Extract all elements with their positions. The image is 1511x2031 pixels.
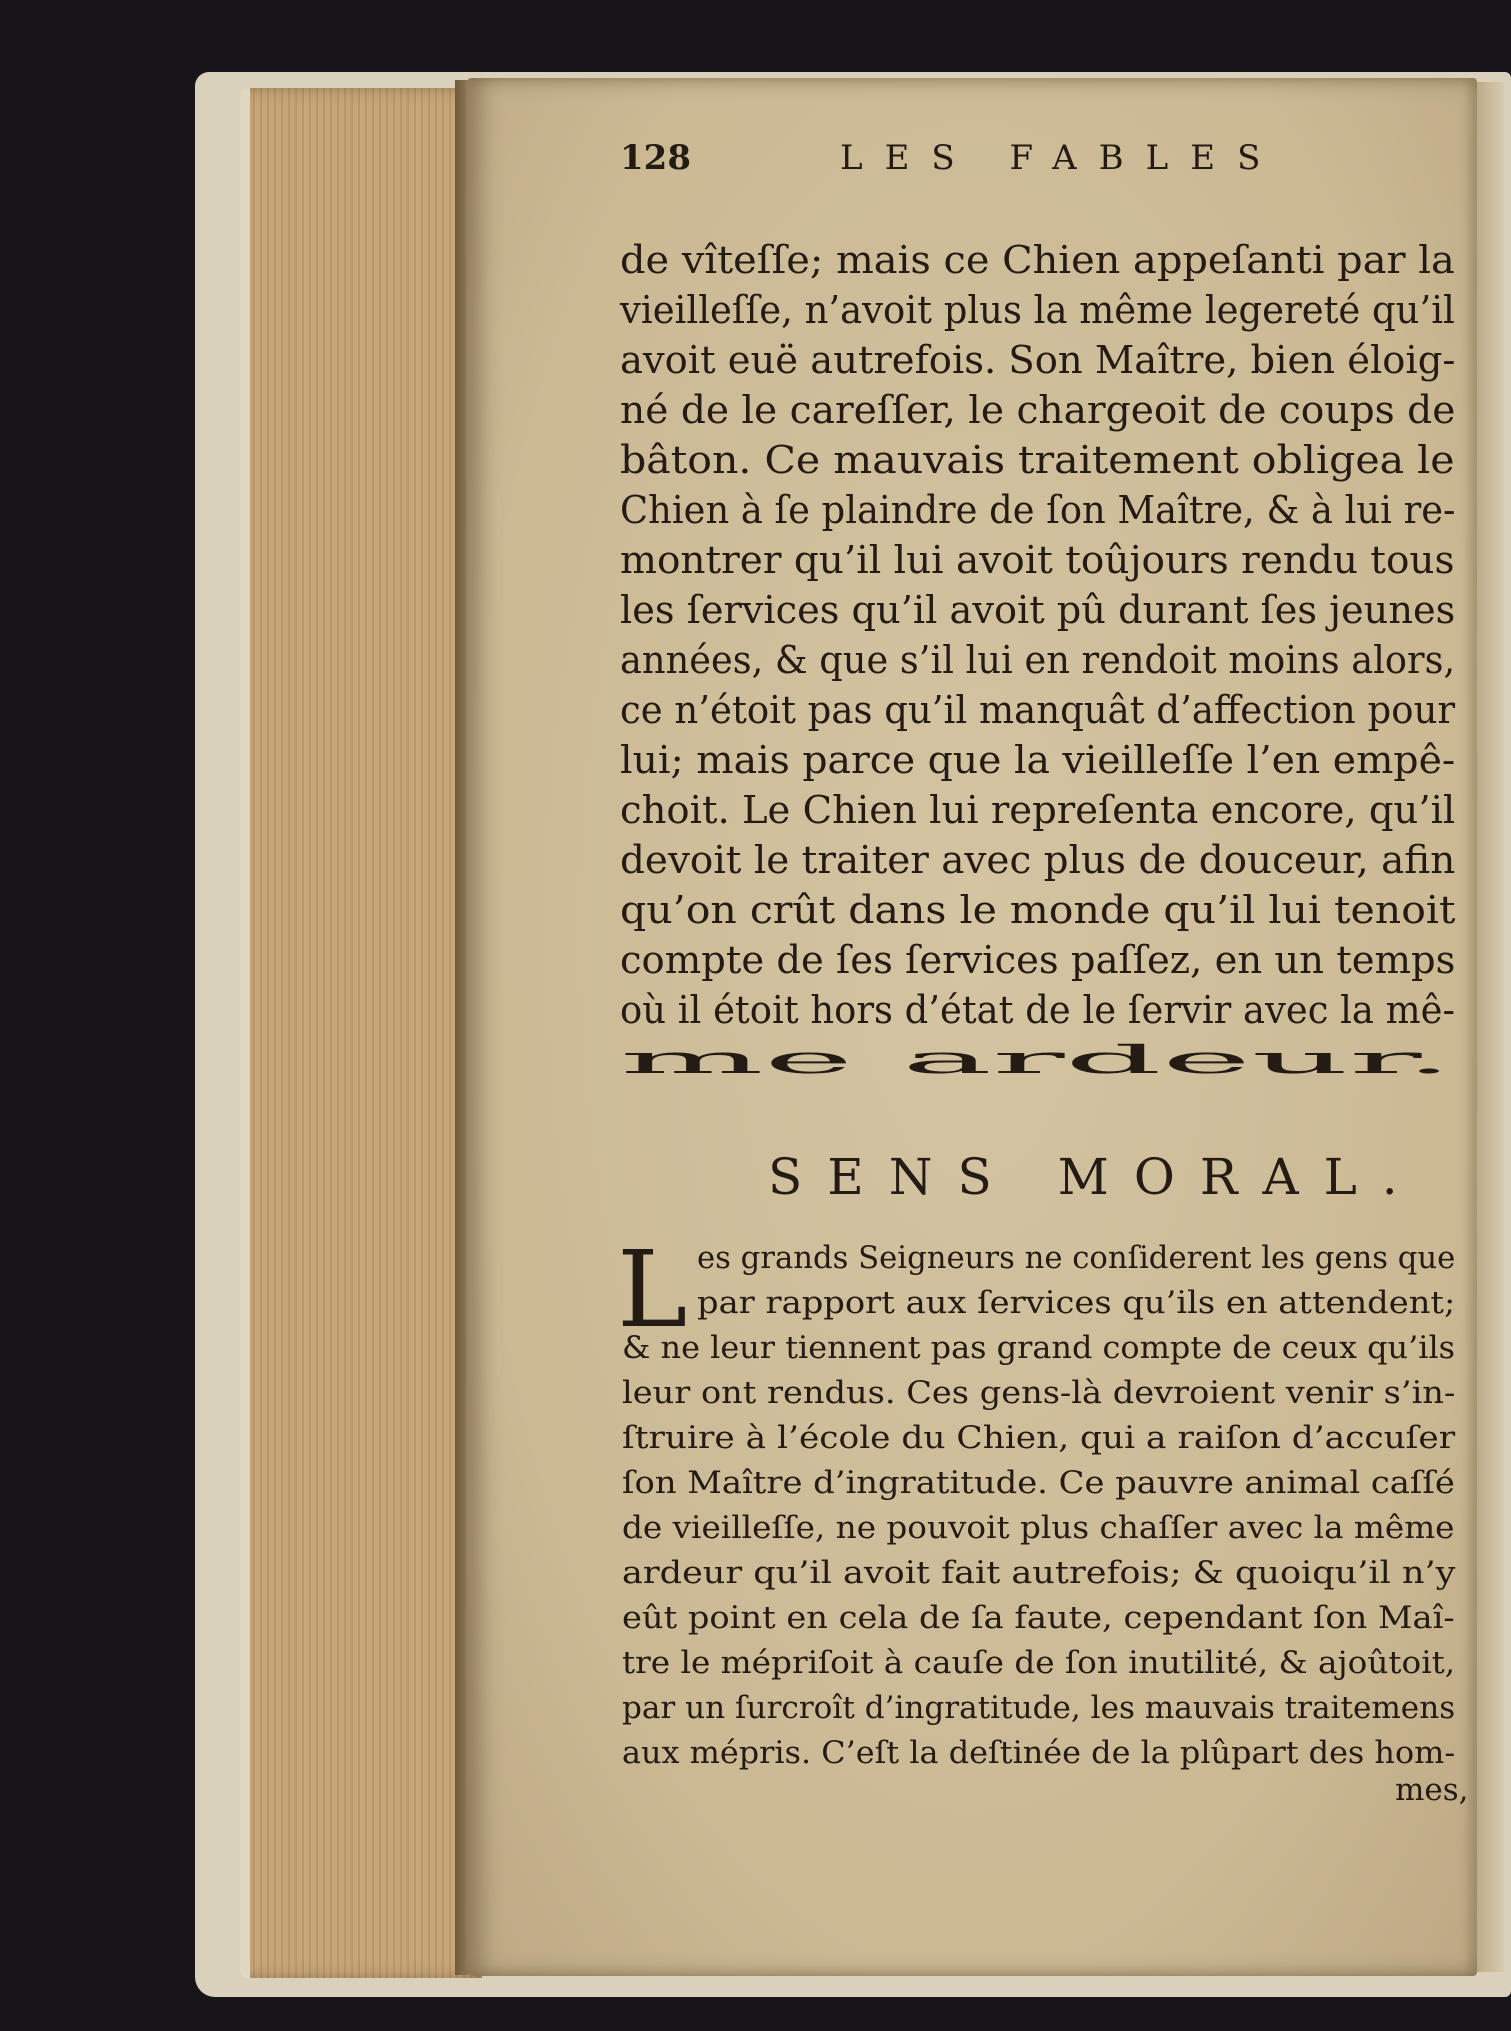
page-block-edges [240,88,482,1978]
fable-line: choit. Le Chien lui repreſenta encore, qu’il [620,788,1456,833]
fable-line: ce n’étoit pas qu’il manquât d’affection pour [620,688,1456,733]
fable-line: vieilleſſe, n’avoit plus la même legereté qu’il [620,288,1455,333]
fable-line: les ſervices qu’il avoit pû durant ſes jeunes [620,588,1456,633]
moral-line: eût point en cela de ſa faute, cependant ſon Maî- [622,1600,1455,1636]
fable-line: me ardeur. [620,1038,1454,1083]
drop-capital: L [617,1228,688,1351]
page-number: 128 [620,138,691,178]
fable-line: montrer qu’il lui avoit toûjours rendu tous [620,538,1455,583]
moral-line: par rapport aux ſervices qu’ils en attendent; [697,1285,1456,1321]
running-title: LES FABLES [840,138,1283,178]
fable-line: compte de ſes ſervices paſſez, en un temps [620,938,1456,983]
moral-line: ardeur qu’il avoit fait autrefois; & quoiqu’il n’y [622,1555,1456,1591]
moral-line: par un ſurcroît d’ingratitude, les mauvais traitemens [622,1690,1456,1726]
catchword: mes, [1395,1772,1469,1808]
moral-line: ſon Maître d’ingratitude. Ce pauvre animal caſſé [622,1465,1455,1501]
fable-line: avoit euë autrefois. Son Maître, bien éloig- [620,338,1456,383]
moral-line: de vieilleſſe, ne pouvoit plus chaſſer avec la même [622,1510,1455,1546]
fable-line: devoit le traiter avec plus de douceur, afin [620,838,1456,883]
fable-line: Chien à ſe plaindre de ſon Maître, & à lui re- [620,488,1456,533]
moral-line: leur ont rendus. Ces gens-là devroient venir s’in- [622,1375,1456,1411]
moral-line: aux mépris. C’eſt la deſtinée de la plûpart des hom- [622,1735,1456,1771]
fable-line: qu’on crût dans le monde qu’il lui tenoit [620,888,1456,933]
moral-heading: SENS MORAL. [768,1148,1423,1206]
fable-line: bâton. Ce mauvais traitement obligea le [620,438,1455,483]
moral-line: tre le mépriſoit à cauſe de ſon inutilité, & ajoûtoit, [622,1645,1456,1681]
fable-line: lui; mais parce que la vieilleſſe l’en empê- [620,738,1456,783]
running-head [620,138,1380,188]
fable-line: années, & que s’il lui en rendoit moins alors, [620,638,1456,683]
moral-line: es grands Seigneurs ne conſiderent les gens que [697,1240,1456,1276]
fable-line: de vîteſſe; mais ce Chien appeſanti par la [620,238,1455,283]
fable-line: où il étoit hors d’état de le ſervir avec la mê- [620,988,1455,1033]
moral-line: ſtruire à l’école du Chien, qui a raiſon d’accuſer [622,1420,1456,1456]
fable-line: né de le careſſer, le chargeoit de coups de [620,388,1456,433]
moral-line: & ne leur tiennent pas grand compte de ceux qu’ils [622,1330,1456,1366]
